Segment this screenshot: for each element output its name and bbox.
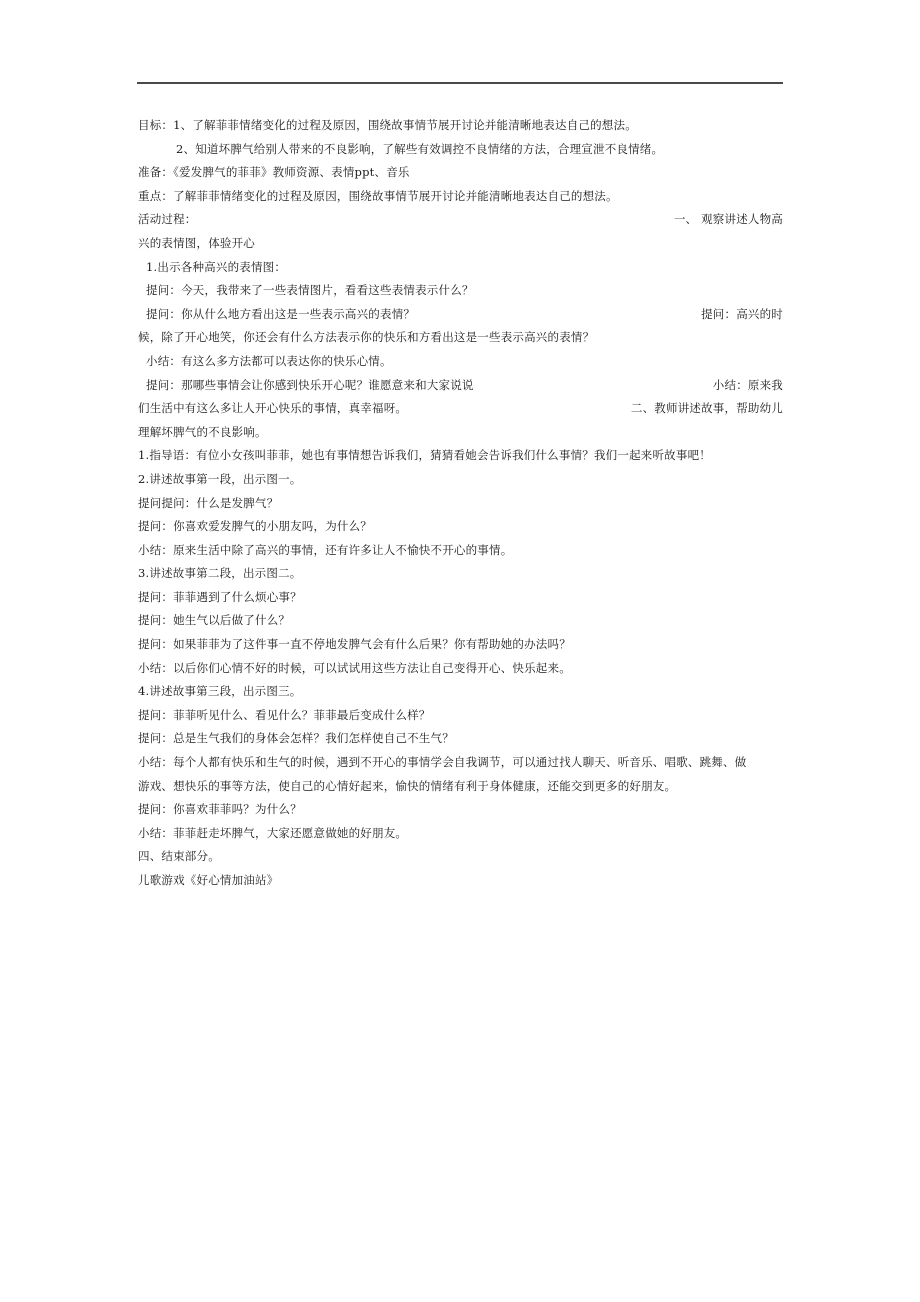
section-2-question-6: 提问：菲菲听见什么、看见什么？菲菲最后变成什么样？ <box>138 707 431 722</box>
section-2-summary-1: 小结：原来生活中除了高兴的事情，还有许多让人不愉快不开心的事情。 <box>138 542 513 557</box>
step-1-1: 1.出示各种高兴的表情图： <box>146 259 287 274</box>
section-2-question-4: 提问：她生气以后做了什么？ <box>138 613 291 628</box>
section-1-heading-end: 兴的表情图，体验开心 <box>138 235 255 250</box>
section-2-question-8: 提问：你喜欢菲菲吗？为什么？ <box>138 802 302 817</box>
goal-1: 目标：1、了解菲菲情绪变化的过程及原因，围绕故事情节展开讨论并能清晰地表达自己的想法。 <box>138 118 637 132</box>
preparation: 准备：《爱发脾气的菲菲》教师资源、表情ppt、音乐 <box>138 165 410 180</box>
section-2-question-3: 提问：菲菲遇到了什么烦心事？ <box>138 589 302 604</box>
summary-2-end: 们生活中有这么多让人开心快乐的事情，真幸福呀。 <box>138 401 408 416</box>
question-4: 提问：那哪些事情会让你感到快乐开心呢？谁愿意来和大家说说 <box>146 377 474 392</box>
section-2-summary-3-start: 小结：每个人都有快乐和生气的时候，遇到不开心的事情学会自我调节，可以通过找人聊天、听音乐、唱歌、跳舞、做 <box>138 755 747 770</box>
section-2-guide: 1.指导语：有位小女孩叫菲菲，她也有事情想告诉我们，猜猜看她会告诉我们什么事情？我们一起来听故事吧！ <box>138 448 711 463</box>
section-2-question-7: 提问：总是生气我们的身体会怎样？我们怎样使自己不生气？ <box>138 731 454 746</box>
section-2-heading-end: 理解坏脾气的不良影响。 <box>138 424 267 439</box>
goal-2: 2、知道坏脾气给别人带来的不良影响，了解些有效调控不良情绪的方法，合理宣泄不良情绪。 <box>176 141 664 156</box>
summary-2-start: 小结：原来我 <box>712 377 783 392</box>
section-2-question-1: 提问提问：什么是发脾气？ <box>138 495 279 510</box>
section-2-question-5: 提问：如果菲菲为了这件事一直不停地发脾气会有什么后果？你有帮助她的办法吗？ <box>138 637 571 652</box>
question-3-end: 候，除了开心地笑，你还会有什么方法表示你的快乐和方看出这是一些表示高兴的表情？ <box>138 330 595 345</box>
section-1-heading-start: 一、 观察讲述人物高 <box>673 212 783 227</box>
question-4-line <box>138 374 783 398</box>
process-line <box>138 208 783 232</box>
question-2: 提问：你从什么地方看出这是一些表示高兴的表情？ <box>146 306 416 321</box>
story-part-3: 4.讲述故事第三段，出示图三。 <box>138 684 302 699</box>
section-2-summary-3-end: 游戏、想快乐的事等方法，使自己的心情好起来，愉快的情绪有利于身体健康，还能交到更多的好朋友。 <box>138 778 677 793</box>
story-part-1: 2.讲述故事第一段，出示图一。 <box>138 471 302 486</box>
focus: 重点：了解菲菲情绪变化的过程及原因，围绕故事情节展开讨论并能清晰地表达自己的想法。 <box>138 188 618 203</box>
song-game: 儿歌游戏《好心情加油站》 <box>138 873 279 887</box>
section-4-heading: 四、结束部分。 <box>138 849 220 864</box>
summary-1: 小结：有这么多方法都可以表达你的快乐心情。 <box>146 353 392 368</box>
section-2-question-2: 提问：你喜欢爱发脾气的小朋友吗，为什么？ <box>138 519 372 534</box>
section-2-heading-start: 二、教师讲述故事，帮助幼儿 <box>630 401 783 416</box>
section-2-summary-2: 小结：以后你们心情不好的时候，可以试试用这些方法让自己变得开心、快乐起来。 <box>138 660 571 675</box>
header-rule <box>137 82 783 84</box>
section-2-summary-4: 小结：菲菲赶走坏脾气，大家还愿意做她的好朋友。 <box>138 825 408 840</box>
story-part-2: 3.讲述故事第二段，出示图二。 <box>138 566 302 581</box>
process-label: 活动过程： <box>138 212 197 227</box>
question-1: 提问：今天，我带来了一些表情图片，看看这些表情表示什么？ <box>146 283 474 298</box>
question-2-line <box>138 303 783 327</box>
summary-2-line <box>138 397 783 421</box>
document-body <box>138 114 783 893</box>
question-3-start: 提问：高兴的时 <box>701 306 783 321</box>
